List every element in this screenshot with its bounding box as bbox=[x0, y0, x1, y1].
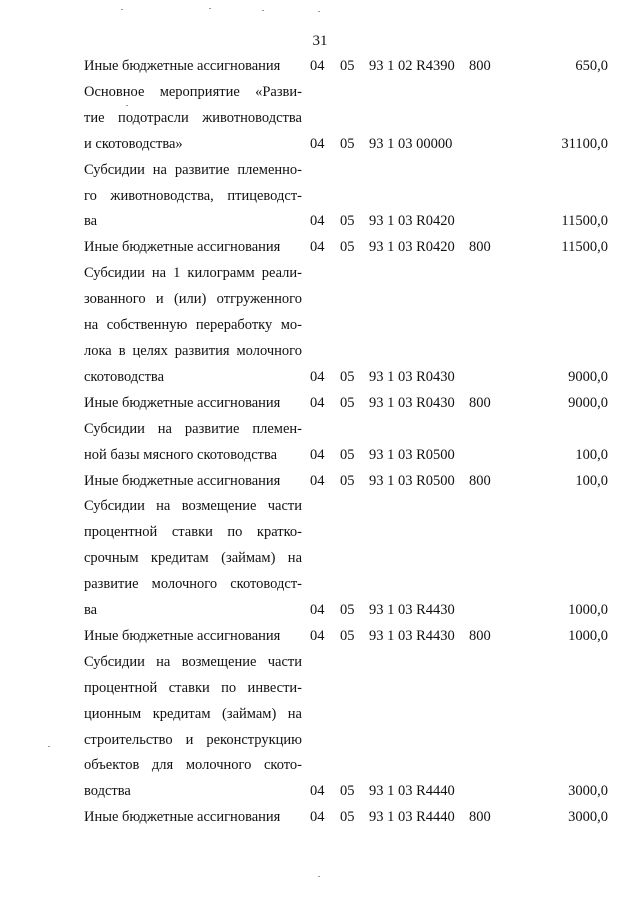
item-name-line: Иные бюджетные ассигнования bbox=[84, 58, 281, 74]
section-code: 04 bbox=[310, 213, 325, 230]
item-name-line: Иные бюджетные ассигнования bbox=[84, 394, 281, 411]
scan-speck bbox=[209, 8, 211, 9]
item-name-line: Субсидии на возмещение части bbox=[84, 653, 302, 670]
item-name-line: объектов для молочного ското- bbox=[84, 757, 302, 774]
target-article-code: 93 1 03 R0500 bbox=[369, 446, 455, 463]
row-codes bbox=[84, 805, 608, 831]
budget-row bbox=[84, 54, 608, 80]
section-code: 04 bbox=[310, 58, 325, 75]
section-code: 04 bbox=[310, 368, 325, 385]
subsection-code: 05 bbox=[340, 394, 355, 411]
amount: 11500,0 bbox=[561, 239, 608, 256]
target-article-code: 93 1 03 R0420 bbox=[369, 213, 455, 230]
item-name-line: развитие молочного скотоводст- bbox=[84, 576, 302, 593]
target-article-code: 93 1 03 00000 bbox=[369, 135, 453, 152]
target-article-code: 93 1 03 R0420 bbox=[369, 239, 455, 256]
target-article-code: 93 1 03 R4430 bbox=[369, 627, 455, 644]
budget-table bbox=[84, 54, 608, 831]
budget-row bbox=[84, 805, 608, 831]
item-name-line: Иные бюджетные ассигнования bbox=[84, 809, 281, 826]
item-name-line: Иные бюджетные ассигнования bbox=[84, 627, 281, 644]
item-name-line: Иные бюджетные ассигнования bbox=[84, 472, 281, 489]
row-codes bbox=[84, 469, 608, 495]
amount: 3000,0 bbox=[568, 809, 608, 826]
section-code: 04 bbox=[310, 472, 325, 489]
item-name-line: ной базы мясного скотоводства bbox=[84, 446, 278, 463]
subsection-code: 05 bbox=[340, 627, 355, 644]
row-codes bbox=[84, 598, 608, 624]
row-codes bbox=[84, 779, 608, 805]
row-codes bbox=[84, 235, 608, 261]
item-name-line: срочным кредитам (займам) на bbox=[84, 550, 302, 567]
subsection-code: 05 bbox=[340, 602, 355, 619]
expense-type-code: 800 bbox=[469, 239, 491, 256]
target-article-code: 93 1 03 R0500 bbox=[369, 472, 455, 489]
item-name-line: строительство и реконструкцию bbox=[84, 731, 302, 748]
item-name-line: Субсидии на развитие племен- bbox=[84, 420, 302, 437]
budget-row bbox=[84, 624, 608, 650]
expense-type-code: 800 bbox=[469, 58, 491, 75]
row-codes bbox=[84, 54, 608, 80]
item-name-line: ционным кредитам (займам) на bbox=[84, 705, 302, 722]
item-name-line: Субсидии на развитие племенно- bbox=[84, 161, 302, 178]
budget-row bbox=[84, 494, 608, 624]
target-article-code: 93 1 03 R4430 bbox=[369, 602, 455, 619]
section-code: 04 bbox=[310, 627, 325, 644]
amount: 1000,0 bbox=[568, 602, 608, 619]
scan-speck bbox=[48, 746, 50, 747]
amount: 9000,0 bbox=[568, 394, 608, 411]
scan-speck bbox=[318, 11, 320, 12]
subsection-code: 05 bbox=[340, 135, 355, 152]
item-name-line: зованного и (или) отгруженного bbox=[84, 291, 302, 308]
item-name-line: на собственную переработку мо- bbox=[84, 317, 302, 334]
row-codes bbox=[84, 209, 608, 235]
amount: 3000,0 bbox=[568, 783, 608, 800]
item-name-line: ва bbox=[84, 213, 98, 230]
item-name-line: процентной ставки по инвести- bbox=[84, 679, 302, 696]
amount: 1000,0 bbox=[568, 627, 608, 644]
subsection-code: 05 bbox=[340, 809, 355, 826]
row-codes bbox=[84, 443, 608, 469]
subsection-code: 05 bbox=[340, 239, 355, 256]
budget-row bbox=[84, 261, 608, 391]
item-name-line: тие подотрасли животноводства bbox=[84, 109, 302, 126]
budget-row bbox=[84, 469, 608, 495]
subsection-code: 05 bbox=[340, 446, 355, 463]
budget-row bbox=[84, 235, 608, 261]
expense-type-code: 800 bbox=[469, 809, 491, 826]
item-name-line: Основное мероприятие «Разви- bbox=[84, 83, 302, 100]
subsection-code: 05 bbox=[340, 213, 355, 230]
item-name-line: водства bbox=[84, 783, 131, 800]
section-code: 04 bbox=[310, 783, 325, 800]
amount: 100,0 bbox=[575, 446, 608, 463]
scan-speck bbox=[126, 105, 128, 106]
amount: 9000,0 bbox=[568, 368, 608, 385]
item-name-line: Субсидии на 1 килограмм реали- bbox=[84, 265, 302, 282]
page-number: 31 bbox=[312, 33, 328, 49]
item-name-line: скотоводства bbox=[84, 368, 165, 385]
target-article-code: 93 1 03 R4440 bbox=[369, 809, 455, 826]
expense-type-code: 800 bbox=[469, 472, 491, 489]
budget-row bbox=[84, 80, 608, 158]
row-codes bbox=[84, 365, 608, 391]
item-name-line: и скотоводства» bbox=[84, 135, 183, 152]
row-codes bbox=[84, 624, 608, 650]
section-code: 04 bbox=[310, 135, 325, 152]
budget-row bbox=[84, 391, 608, 417]
item-name-line: ва bbox=[84, 602, 98, 619]
item-name-line: Субсидии на возмещение части bbox=[84, 498, 302, 515]
item-name-line: го животноводства, птицеводст- bbox=[84, 187, 302, 204]
budget-row bbox=[84, 417, 608, 469]
subsection-code: 05 bbox=[340, 58, 355, 75]
section-code: 04 bbox=[310, 239, 325, 256]
scan-speck bbox=[262, 10, 264, 11]
section-code: 04 bbox=[310, 602, 325, 619]
amount: 100,0 bbox=[575, 472, 608, 489]
target-article-code: 93 1 03 R0430 bbox=[369, 394, 455, 411]
section-code: 04 bbox=[310, 809, 325, 826]
subsection-code: 05 bbox=[340, 472, 355, 489]
item-name-line: Иные бюджетные ассигнования bbox=[84, 239, 281, 256]
expense-type-code: 800 bbox=[469, 394, 491, 411]
expense-type-code: 800 bbox=[469, 627, 491, 644]
row-codes bbox=[84, 132, 608, 158]
subsection-code: 05 bbox=[340, 368, 355, 385]
scan-speck bbox=[121, 9, 123, 10]
row-codes bbox=[84, 391, 608, 417]
subsection-code: 05 bbox=[340, 783, 355, 800]
budget-row bbox=[84, 158, 608, 236]
item-name-line: процентной ставки по кратко- bbox=[84, 524, 302, 541]
item-name-line: лока в целях развития молочного bbox=[84, 342, 302, 359]
target-article-code: 93 1 03 R4440 bbox=[369, 783, 455, 800]
budget-row bbox=[84, 650, 608, 805]
section-code: 04 bbox=[310, 446, 325, 463]
amount: 11500,0 bbox=[561, 213, 608, 230]
scan-speck bbox=[318, 876, 320, 877]
amount: 650,0 bbox=[575, 58, 608, 75]
target-article-code: 93 1 03 R0430 bbox=[369, 368, 455, 385]
section-code: 04 bbox=[310, 394, 325, 411]
target-article-code: 93 1 02 R4390 bbox=[369, 58, 455, 75]
amount: 31100,0 bbox=[561, 135, 608, 152]
